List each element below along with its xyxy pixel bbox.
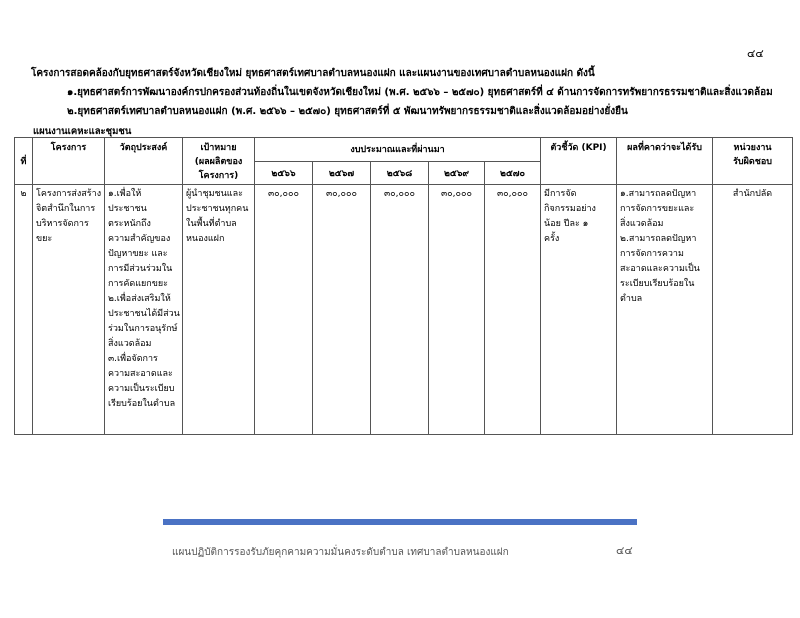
- header-target-title: เป้าหมาย: [200, 143, 237, 153]
- budget-2567: ๓๐,๐๐๐: [313, 185, 371, 435]
- objective-line: ๒.เพื่อส่งเสริมให้: [108, 294, 171, 304]
- header-budget: งบประมาณและที่ผ่านมา: [255, 138, 541, 162]
- objective-line: ๑.เพื่อให้: [108, 189, 142, 199]
- header-agency: [713, 138, 793, 185]
- objective-line: ประชาชน: [108, 204, 147, 214]
- budget-2569: ๓๐,๐๐๐: [429, 185, 485, 435]
- project-line: โครงการส่งสร้าง: [36, 189, 102, 199]
- kpi-line: มีการจัด: [544, 189, 577, 199]
- kpi-line: ครั้ง: [544, 234, 560, 244]
- objective-line: สิ่งแวดล้อม: [108, 339, 152, 349]
- footer-page-number: ๔๔: [616, 544, 633, 557]
- project-line: บริหารจัดการ: [36, 219, 89, 229]
- objective-line: การมีส่วนร่วมใน: [108, 264, 173, 274]
- kpi-line: กิจกรรมอย่าง: [544, 204, 596, 214]
- header-project: โครงการ: [33, 138, 105, 185]
- expected-line: ๒.สามารถลดปัญหา: [620, 234, 697, 244]
- objective-line: ประชาชนได้มีส่วน: [108, 309, 180, 319]
- footer-bar: [163, 519, 637, 525]
- header-target-sub: (ผลผลิตของ: [194, 157, 243, 167]
- target-line: หนองแฝก: [186, 234, 225, 244]
- row-project: [33, 185, 105, 435]
- table-header-row: [15, 138, 793, 162]
- budget-2570: ๓๐,๐๐๐: [485, 185, 541, 435]
- objective-line: ปัญหาขยะ และ: [108, 249, 168, 259]
- kpi-line: น้อย ปีละ ๑: [544, 219, 589, 229]
- header-year: ๒๕๖๗: [313, 161, 371, 185]
- section-label: แผนงานเคหะและชุมชน: [33, 126, 132, 137]
- expected-line: ตำบล: [620, 294, 643, 304]
- header-year: ๒๕๗๐: [485, 161, 541, 185]
- header-objective: วัตถุประสงค์: [105, 138, 183, 185]
- header-year: ๒๕๖๖: [255, 161, 313, 185]
- strategy-line-1: ๑.ยุทธศาสตร์การพัฒนาองค์กรปกครองส่วนท้องถิ่นในเขตจังหวัดเชียงใหม่ (พ.ศ. ๒๕๖๖ – ๒๕๗๐) ยุทธศาสตร์ที่ ๔ ด้านการจัดการทรัพยากรธรรมชาติและสิ่งแวดล้อม: [67, 87, 773, 98]
- target-line: ในพื้นที่ตำบล: [186, 219, 237, 229]
- expected-line: สะอาดและความเป็น: [620, 264, 700, 274]
- budget-2566: ๓๐,๐๐๐: [255, 185, 313, 435]
- header-target: [183, 138, 255, 185]
- footer-text: แผนปฏิบัติการรองรับภัยคุกคามความมั่นคงระดับตำบล เทศบาลตำบลหนองแฝก: [172, 547, 509, 558]
- target-line: ผู้นำชุมชนและ: [186, 189, 243, 199]
- objective-line: ความสำคัญของ: [108, 234, 171, 244]
- expected-line: ระเบียบเรียบร้อยใน: [620, 279, 695, 289]
- row-no: ๒: [15, 185, 33, 435]
- objective-line: เรียบร้อยในตำบล: [108, 399, 176, 409]
- page-number: ๔๔: [747, 47, 764, 60]
- header-no: ที่: [15, 138, 33, 185]
- objective-line: ร่วมในการอนุรักษ์: [108, 324, 178, 334]
- project-table: [14, 137, 793, 435]
- target-line: ประชาชนทุกคน: [186, 204, 249, 214]
- objective-line: ตระหนักถึง: [108, 219, 151, 229]
- objective-line: การคัดแยกขยะ: [108, 279, 168, 289]
- row-agency: สำนักปลัด: [713, 185, 793, 435]
- row-expected: [617, 185, 713, 435]
- expected-line: การจัดการขยะและ: [620, 204, 695, 214]
- objective-line: ความเป็นระเบียบ: [108, 384, 175, 394]
- table-row: [15, 185, 793, 435]
- row-objective: [105, 185, 183, 435]
- expected-line: สิ่งแวดล้อม: [620, 219, 664, 229]
- page-heading: โครงการสอดคล้องกับยุทธศาสตร์จังหวัดเชียงใหม่ ยุทธศาสตร์เทศบาลตำบลหนองแฝก และแผนงานของเทศบาลตำบลหนองแฝก ดังนี้: [31, 68, 595, 79]
- header-target-sub2: โครงการ): [198, 171, 239, 181]
- row-target: [183, 185, 255, 435]
- objective-line: ๓.เพื่อจัดการ: [108, 354, 158, 364]
- row-kpi: [541, 185, 617, 435]
- header-year: ๒๕๖๙: [429, 161, 485, 185]
- project-line: จิตสำนึกในการ: [36, 204, 96, 214]
- header-agency-title: หน่วยงาน: [733, 143, 772, 153]
- budget-2568: ๓๐,๐๐๐: [371, 185, 429, 435]
- project-line: ขยะ: [36, 234, 53, 244]
- expected-line: ๑.สามารถลดปัญหา: [620, 189, 697, 199]
- header-agency-sub: รับผิดชอบ: [733, 157, 772, 167]
- expected-line: การจัดการความ: [620, 249, 684, 259]
- header-expected: ผลที่คาดว่าจะได้รับ: [617, 138, 713, 185]
- objective-line: ความสะอาดและ: [108, 369, 173, 379]
- strategy-line-2: ๒.ยุทธศาสตร์เทศบาลตำบลหนองแฝก (พ.ศ. ๒๕๖๖ – ๒๕๗๐) ยุทธศาสตร์ที่ ๕ พัฒนาทรัพยากรธรรมชาติและสิ่งแวดล้อมอย่างยั่งยืน: [67, 106, 628, 117]
- header-kpi: ตัวชี้วัด (KPI): [541, 138, 617, 185]
- header-year: ๒๕๖๘: [371, 161, 429, 185]
